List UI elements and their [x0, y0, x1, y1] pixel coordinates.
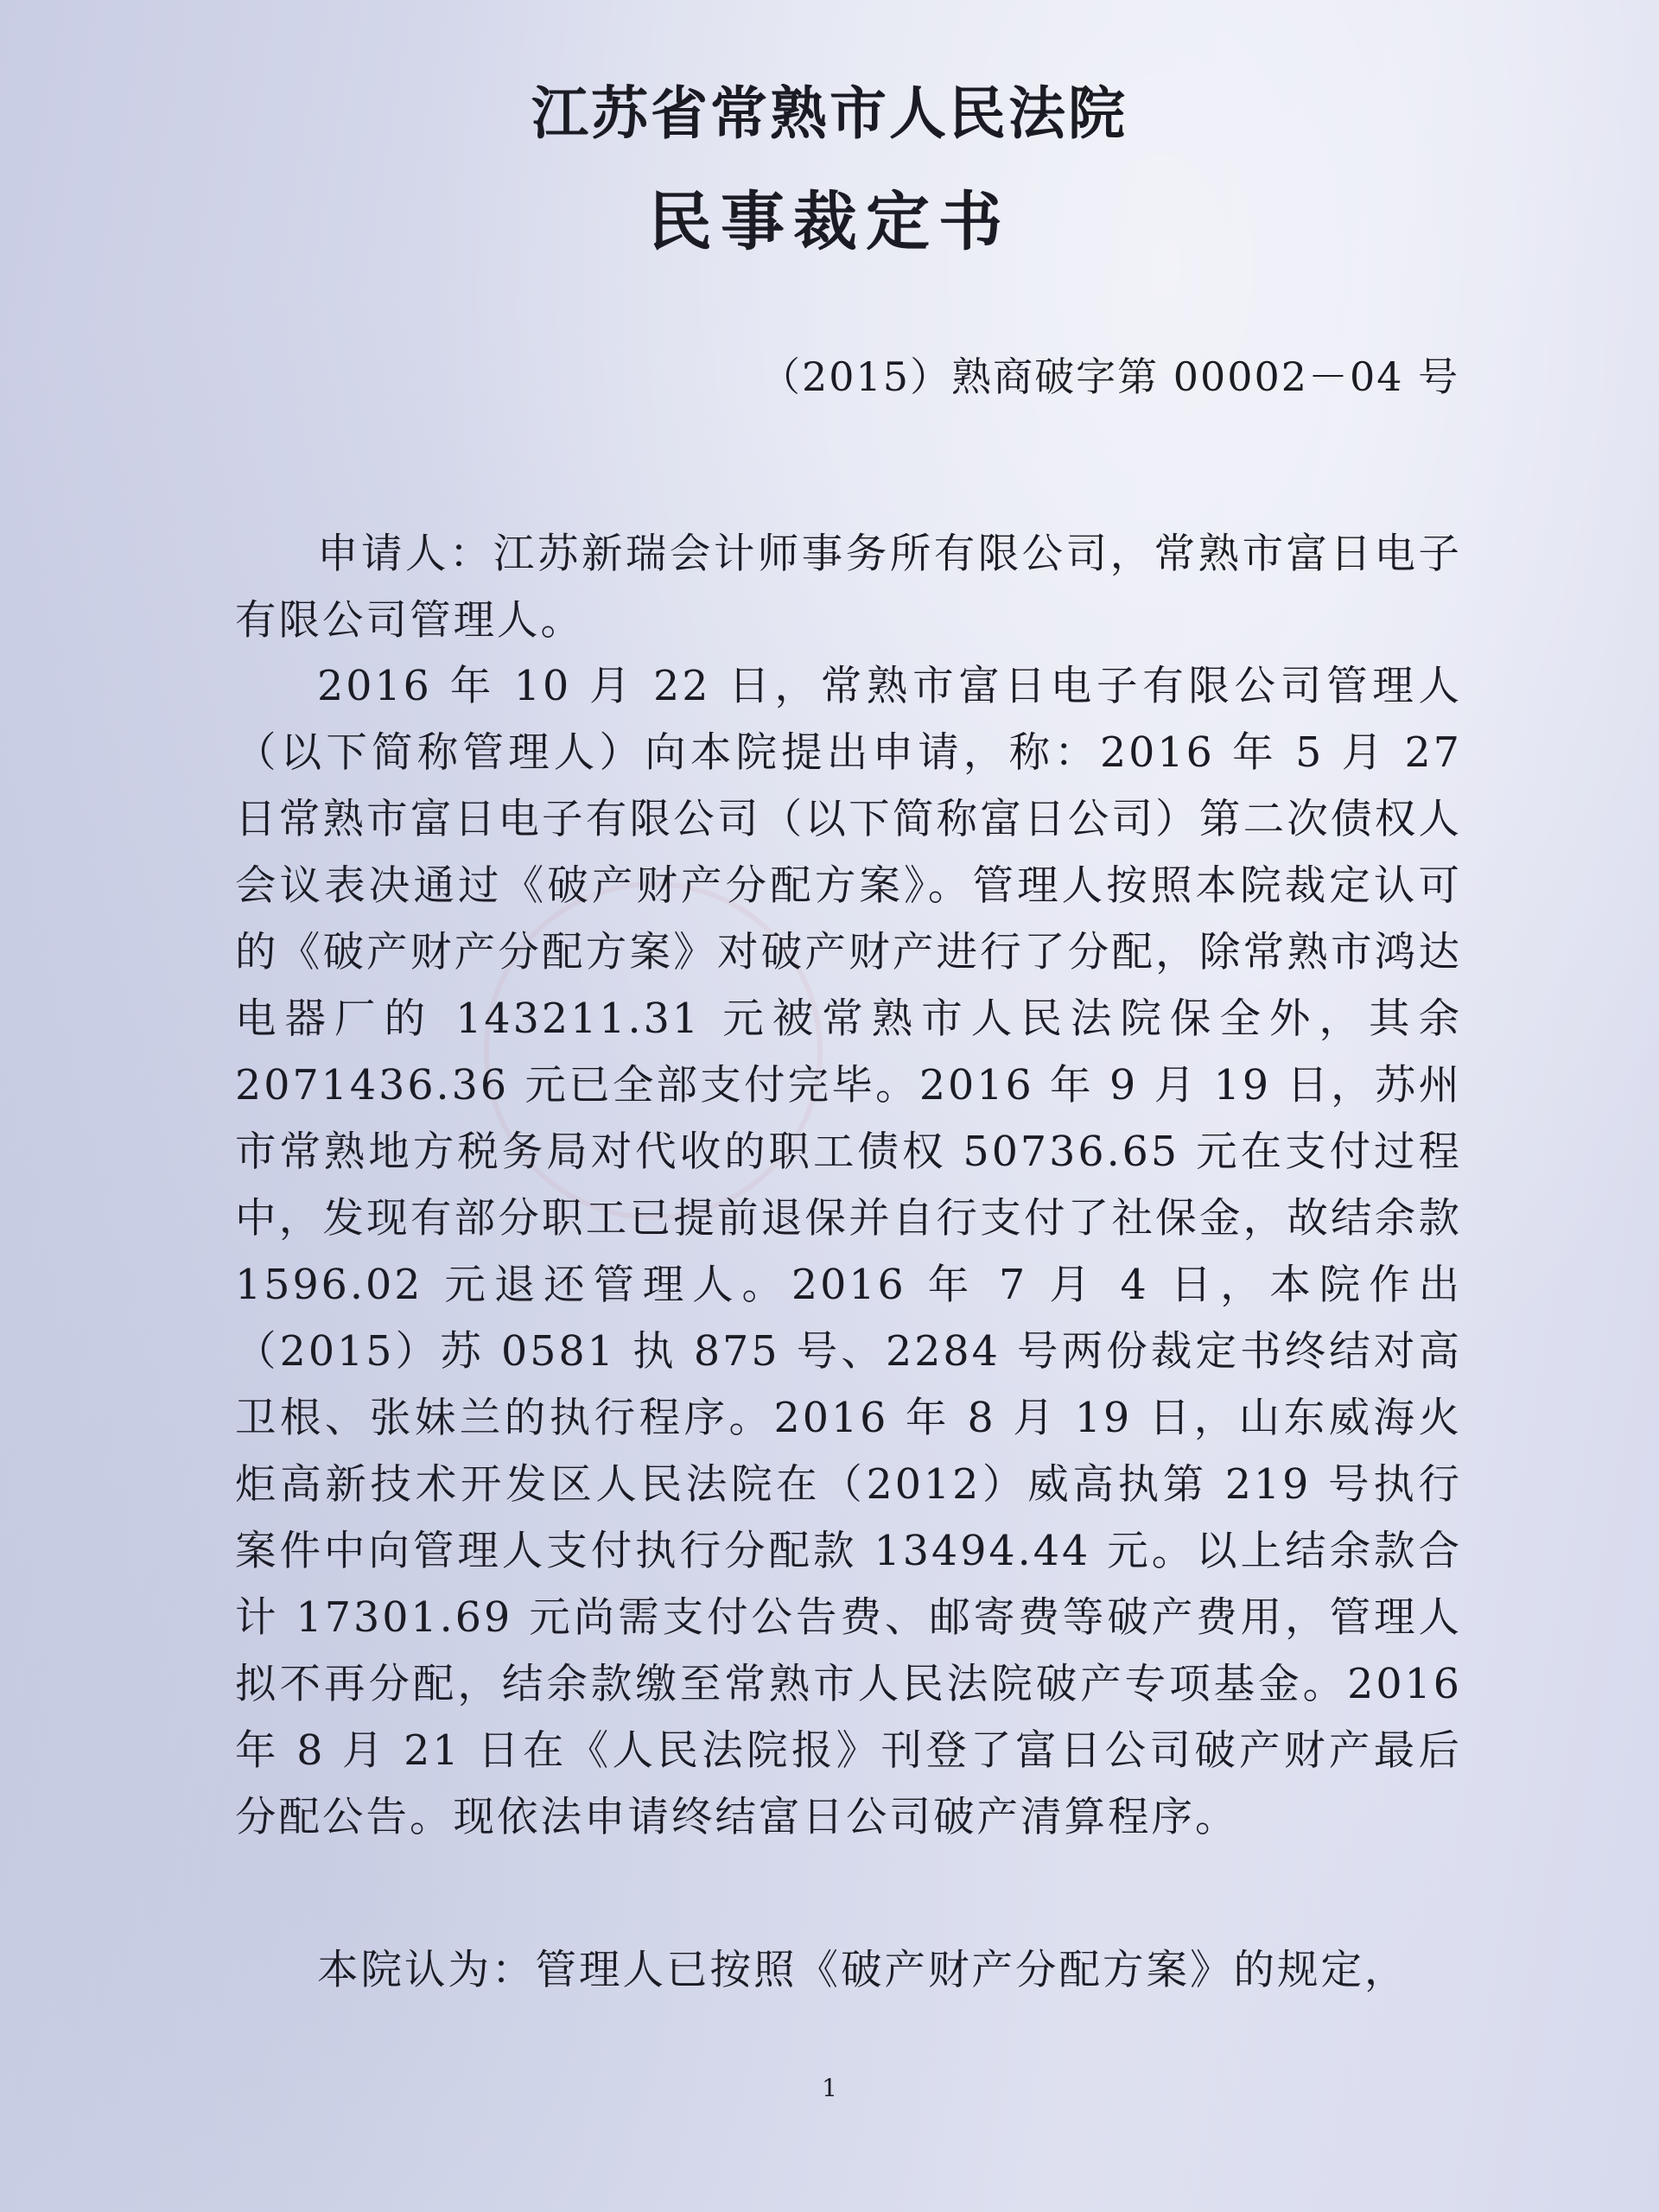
- page-number: 1: [822, 2074, 837, 2102]
- case-number: （2015）熟商破字第 00002－04 号: [760, 353, 1460, 400]
- court-name-heading: 江苏省常熟市人民法院: [531, 79, 1128, 147]
- paragraph-facts: 2016 年 10 月 22 日，常熟市富日电子有限公司管理人（以下简称管理人）向本院提出申请，称：2016 年 5 月 27 日常熟市富日电子有限公司（以下简称富日公司）第二次债权人会议表决通过《破产财产分配方案》。管理人按照本院裁定认可的《破产财产分配方案》对破产财产进行了分配，除常熟市鸿达电器厂的 143211.31 元被常熟市人民法院保全外，其余 2071436.36 元已全部支付完毕。2016 年 9 月 19 日，苏州市常熟地方税务局对代收的职工债权 50736.65 元在支付过程中，发现有部分职工已提前退保并自行支付了社保金，故结余款 1596.02 元退还管理人。2016 年 7 月 4 日，本院作出（2015）苏 0581 执 875 号、2284 号两份裁定书终结对高卫根、张妹兰的执行程序。2016 年 8 月 19 日，山东威海火炬高新技术开发区人民法院在（2012）威高执第 219 号执行案件中向管理人支付执行分配款 13494.44 元。以上结余款合计 17301.69 元尚需支付公告费、邮寄费等破产费用，管理人拟不再分配，结余款缴至常熟市人民法院破产专项基金。2016 年 8 月 21 日在《人民法院报》刊登了富日公司破产财产最后分配公告。现依法申请终结富日公司破产清算程序。: [235, 663, 1462, 1841]
- document-type-heading: 民事裁定书: [648, 185, 1011, 259]
- paragraph-applicant: 申请人：江苏新瑞会计师事务所有限公司，常熟市富日电子有限公司管理人。: [235, 531, 1462, 645]
- paragraph-court-opinion: 本院认为：管理人已按照《破产财产分配方案》的规定，: [317, 1947, 1408, 1994]
